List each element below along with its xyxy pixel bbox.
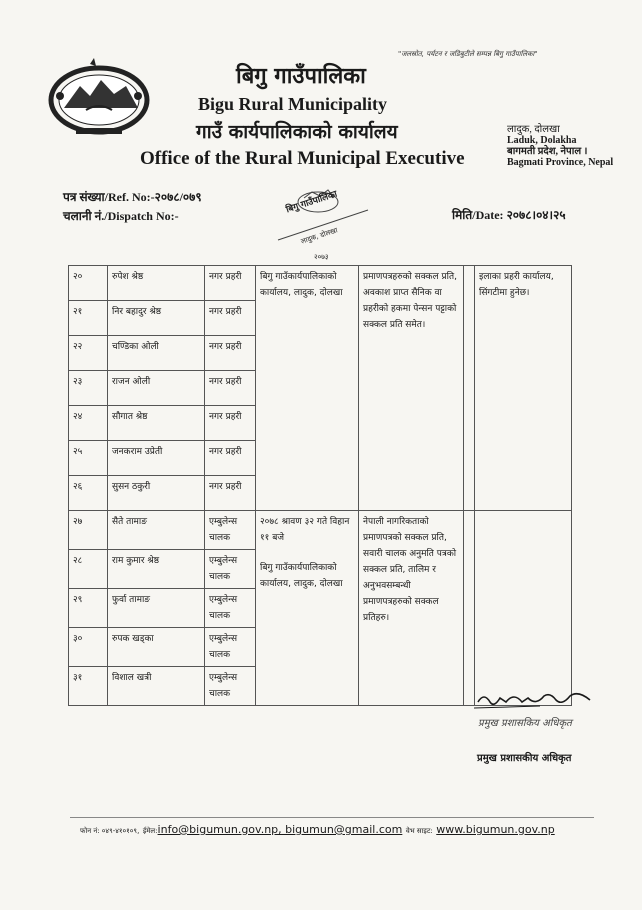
post-name: नगर प्रहरी <box>205 406 256 441</box>
candidate-name: राजन ओली <box>108 371 205 406</box>
post-name: एम्बुलेन्स चालक <box>205 511 256 550</box>
footer-web-label: वेभ साइट: <box>405 827 433 835</box>
serial-number: २९ <box>69 589 108 628</box>
candidate-name: सुसन ठकुरी <box>108 476 205 511</box>
date-label: मिति/Date: <box>452 208 504 222</box>
post-name: नगर प्रहरी <box>205 266 256 301</box>
nepal-emblem-logo <box>46 56 152 140</box>
serial-number: २५ <box>69 441 108 476</box>
exam-place-cell: बिगु गाउँकार्यपालिकाको कार्यालय, लादुक, दोलखा <box>256 266 359 511</box>
candidate-name: रुपक खड्का <box>108 628 205 667</box>
serial-number: २० <box>69 266 108 301</box>
date-value: २०७८।०४।२५ <box>506 208 566 222</box>
footer-website[interactable]: www.bigumun.gov.np <box>436 823 555 836</box>
stamp-line-1: बिगु गाउँपालिका <box>284 189 339 216</box>
stamp-year: २०७३ <box>314 253 329 261</box>
candidate-name: जनकराम उप्रेती <box>108 441 205 476</box>
letter-date <box>452 206 566 223</box>
province-line-en: Bagmati Province, Nepal <box>507 157 614 168</box>
candidate-name: सैते तामाङ <box>108 511 205 550</box>
candidate-name: फुर्वा तामाङ <box>108 589 205 628</box>
post-name: नगर प्रहरी <box>205 441 256 476</box>
footer-phone: फोन नं: ०४९-४१०१०९, <box>80 827 140 835</box>
footer-email-label: ईमेल: <box>142 827 158 835</box>
post-name: एम्बुलेन्स चालक <box>205 550 256 589</box>
footer-contact <box>80 823 555 836</box>
province-line-ne: बागमती प्रदेश, नेपाल । <box>507 146 588 157</box>
office-name-english: Office of the Rural Municipal Executive <box>140 148 465 169</box>
remarks-cell: इलाका प्रहरी कार्यालय, सिंगटीमा हुनेछ। <box>475 266 572 511</box>
required-docs-cell: प्रमाणपत्रहरुको सक्कल प्रति, अवकाश प्राप्त सैनिक वा प्रहरीको हकमा पेन्सन पट्टाको सक्कल प्रति समेत। <box>359 266 464 511</box>
candidate-name: चण्डिका ओली <box>108 336 205 371</box>
table-row <box>69 511 572 550</box>
office-name-nepali: गाउँ कार्यपालिकाको कार्यालय <box>196 121 398 143</box>
candidate-name: राम कुमार श्रेष्ठ <box>108 550 205 589</box>
post-name: नगर प्रहरी <box>205 336 256 371</box>
candidate-name: विशाल खत्री <box>108 667 205 706</box>
signatory-title-handwritten: प्रमुख प्रशासकिय अधिकृत <box>478 718 572 729</box>
slogan: "जलस्रोत, पर्यटन र जडिबुटीले सम्पन्न बिगु गाउँपालिका" <box>398 50 538 58</box>
municipality-name-english: Bigu Rural Municipality <box>198 94 388 114</box>
candidate-name: सौगात श्रेष्ठ <box>108 406 205 441</box>
serial-number: २२ <box>69 336 108 371</box>
serial-number: ३१ <box>69 667 108 706</box>
post-name: नगर प्रहरी <box>205 301 256 336</box>
serial-number: २८ <box>69 550 108 589</box>
required-docs-cell: नेपाली नागरिकताको प्रमाणपत्रको सक्कल प्रति, सवारी चालक अनुमति पत्रको सक्कल प्रति, तालिम र अनुभवसम्बन्धी प्रमाणपत्रहरुको सक्कल प्रतिहरु। <box>359 511 464 706</box>
footer-emails[interactable]: info@bigumun.gov.np, bigumun@gmail.com <box>157 823 403 836</box>
serial-number: २७ <box>69 511 108 550</box>
footer-divider <box>70 817 594 818</box>
candidate-table <box>68 265 572 706</box>
dispatch-number: चलानी नं./Dispatch No:- <box>63 209 179 223</box>
serial-number: २६ <box>69 476 108 511</box>
serial-number: २१ <box>69 301 108 336</box>
serial-number: २४ <box>69 406 108 441</box>
post-name: एम्बुलेन्स चालक <box>205 667 256 706</box>
address-line-ne: लादुक, दोलखा <box>507 124 560 135</box>
remarks-cell <box>475 511 572 706</box>
stamp-line-3: लादुक, दोलखा <box>300 226 339 246</box>
office-address <box>507 124 613 168</box>
signatory-title: प्रमुख प्रशासकीय अधिकृत <box>477 753 572 764</box>
exam-place-cell <box>256 511 359 706</box>
post-name: नगर प्रहरी <box>205 371 256 406</box>
address-line-en: Laduk, Dolakha <box>507 135 577 146</box>
exam-datetime: २०७८ श्रावण ३२ गते विहान ११ बजे <box>260 517 350 543</box>
serial-number: ३० <box>69 628 108 667</box>
post-name: एम्बुलेन्स चालक <box>205 628 256 667</box>
serial-number: २३ <box>69 371 108 406</box>
handwritten-signature <box>470 688 600 716</box>
exam-venue: बिगु गाउँकार्यपालिकाको कार्यालय, लादुक, दोलखा <box>260 563 343 589</box>
candidate-name: रुपेश श्रेष्ठ <box>108 266 205 301</box>
post-name: नगर प्रहरी <box>205 476 256 511</box>
candidate-name: निर बहादुर श्रेष्ठ <box>108 301 205 336</box>
post-name: एम्बुलेन्स चालक <box>205 589 256 628</box>
column-gap <box>464 266 475 511</box>
column-gap <box>464 511 475 706</box>
reference-number: पत्र संख्या/Ref. No:-२०७८/०७९ <box>63 190 202 204</box>
table-row <box>69 266 572 301</box>
municipality-name-nepali: बिगु गाउँपालिका <box>236 64 366 89</box>
